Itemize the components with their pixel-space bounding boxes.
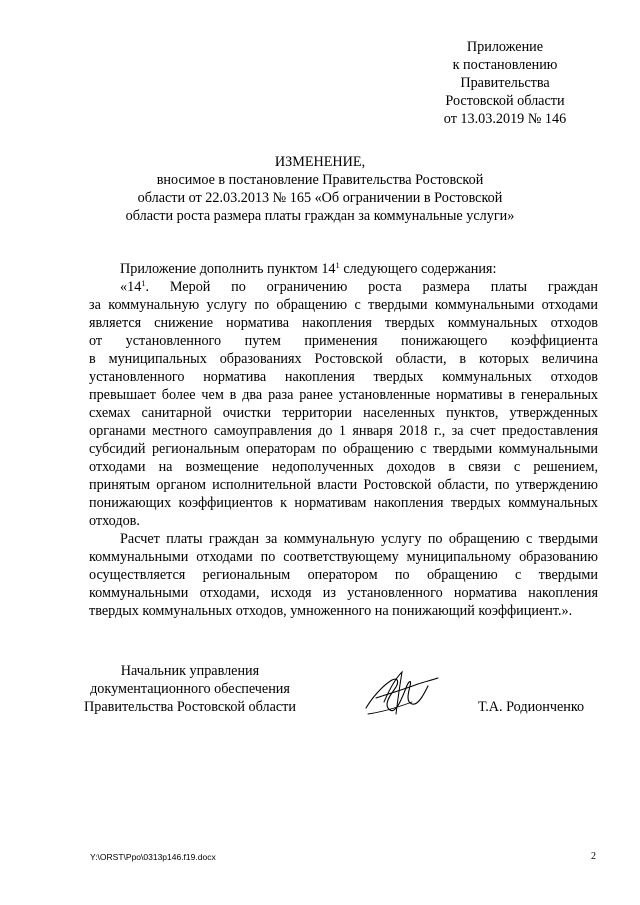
title-subtitle-line: области от 22.03.2013 № 165 «Об ограничении в Ростовской [137,190,503,206]
paragraph-1-line: в муниципальных образованиях Ростовской области, в которых величина [89,351,598,367]
signatory-position [70,662,310,716]
footer-file-path: Y:\ORST\Ppo\0313p146.f19.docx [90,852,216,862]
intro-line: Приложение дополнить пунктом $14^1$ следующего содержания: [120,260,497,277]
appendix-header [420,38,590,128]
paragraph-2-line: осуществляется региональным оператором по обращению с твердыми [89,567,598,583]
paragraph-1-line: принятым органом исполнительной власти Ростовской области, по утверждению [89,477,598,493]
paragraph-1-line: органами местного самоуправления до 1 января 2018 г., за счет предоставления [89,423,598,439]
document-body [89,260,598,620]
appendix-line: к постановлению [452,57,558,73]
position-line: Начальник управления [120,663,260,679]
paragraph-2-last-line: твердых коммунальных отходов, умноженного на понижающий коэффициент.». [89,603,573,619]
paragraph-1-line: превышает более чем в два раза ранее установленные нормативы в генеральных [89,387,598,403]
appendix-line: Правительства [460,75,550,91]
paragraph-1-last-line: отходов. [89,513,140,529]
paragraph-1-line: понижающих коэффициентов к нормативам накопления твердых коммунальных [89,495,598,511]
handwritten-signature [362,668,440,722]
paragraph-1-line: отходами на возмещение недополученных доходов в связи с решением, [89,459,598,475]
signatory-name: Т.А. Родионченко [478,699,585,715]
paragraph-2-line: Расчет платы граждан за коммунальную услугу по обращению с твердыми [120,531,598,547]
paragraph-1-line: схемах санитарной очистки территории населенных пунктов, утвержденных [89,405,598,421]
paragraph-2-line: коммунальными отходами по соответствующему муниципальному образованию [89,549,598,565]
page-number: 2 [591,851,596,862]
paragraph-1-line: установленного норматива накопления твердых коммунальных отходов [89,369,598,385]
position-line: Правительства Ростовской области [84,699,296,715]
paragraph-1-line: «$14^1$. Мерой по ограничению роста размера платы граждан [120,278,598,295]
paragraph-1-line: от установленного путем применения понижающего коэффициента [89,333,598,349]
title-subtitle-line: вносимое в постановление Правительства Ростовской [156,172,484,188]
appendix-date-number: от 13.03.2019 № 146 [443,111,567,127]
superscript: 1 [141,278,146,288]
title-heading: ИЗМЕНЕНИЕ, [274,154,366,170]
paragraph-1-line: субсидий региональным операторам по обращению с твердыми коммунальными [89,441,598,457]
title-subtitle-line: области роста размера платы граждан за коммунальные услуги» [125,208,515,224]
appendix-line: Приложение [466,39,544,55]
superscript: 1 [335,260,340,270]
appendix-line: Ростовской области [445,93,565,109]
paragraph-1-line: является снижение норматива накопления твердых коммунальных отходов [89,315,598,331]
paragraph-2-line: коммунальными отходами, исходя из установленного норматива накопления [89,585,598,601]
document-title [95,153,545,225]
position-line: документационного обеспечения [90,681,290,697]
paragraph-1-line: за коммунальную услугу по обращению с твердыми коммунальными отходами [89,297,598,313]
